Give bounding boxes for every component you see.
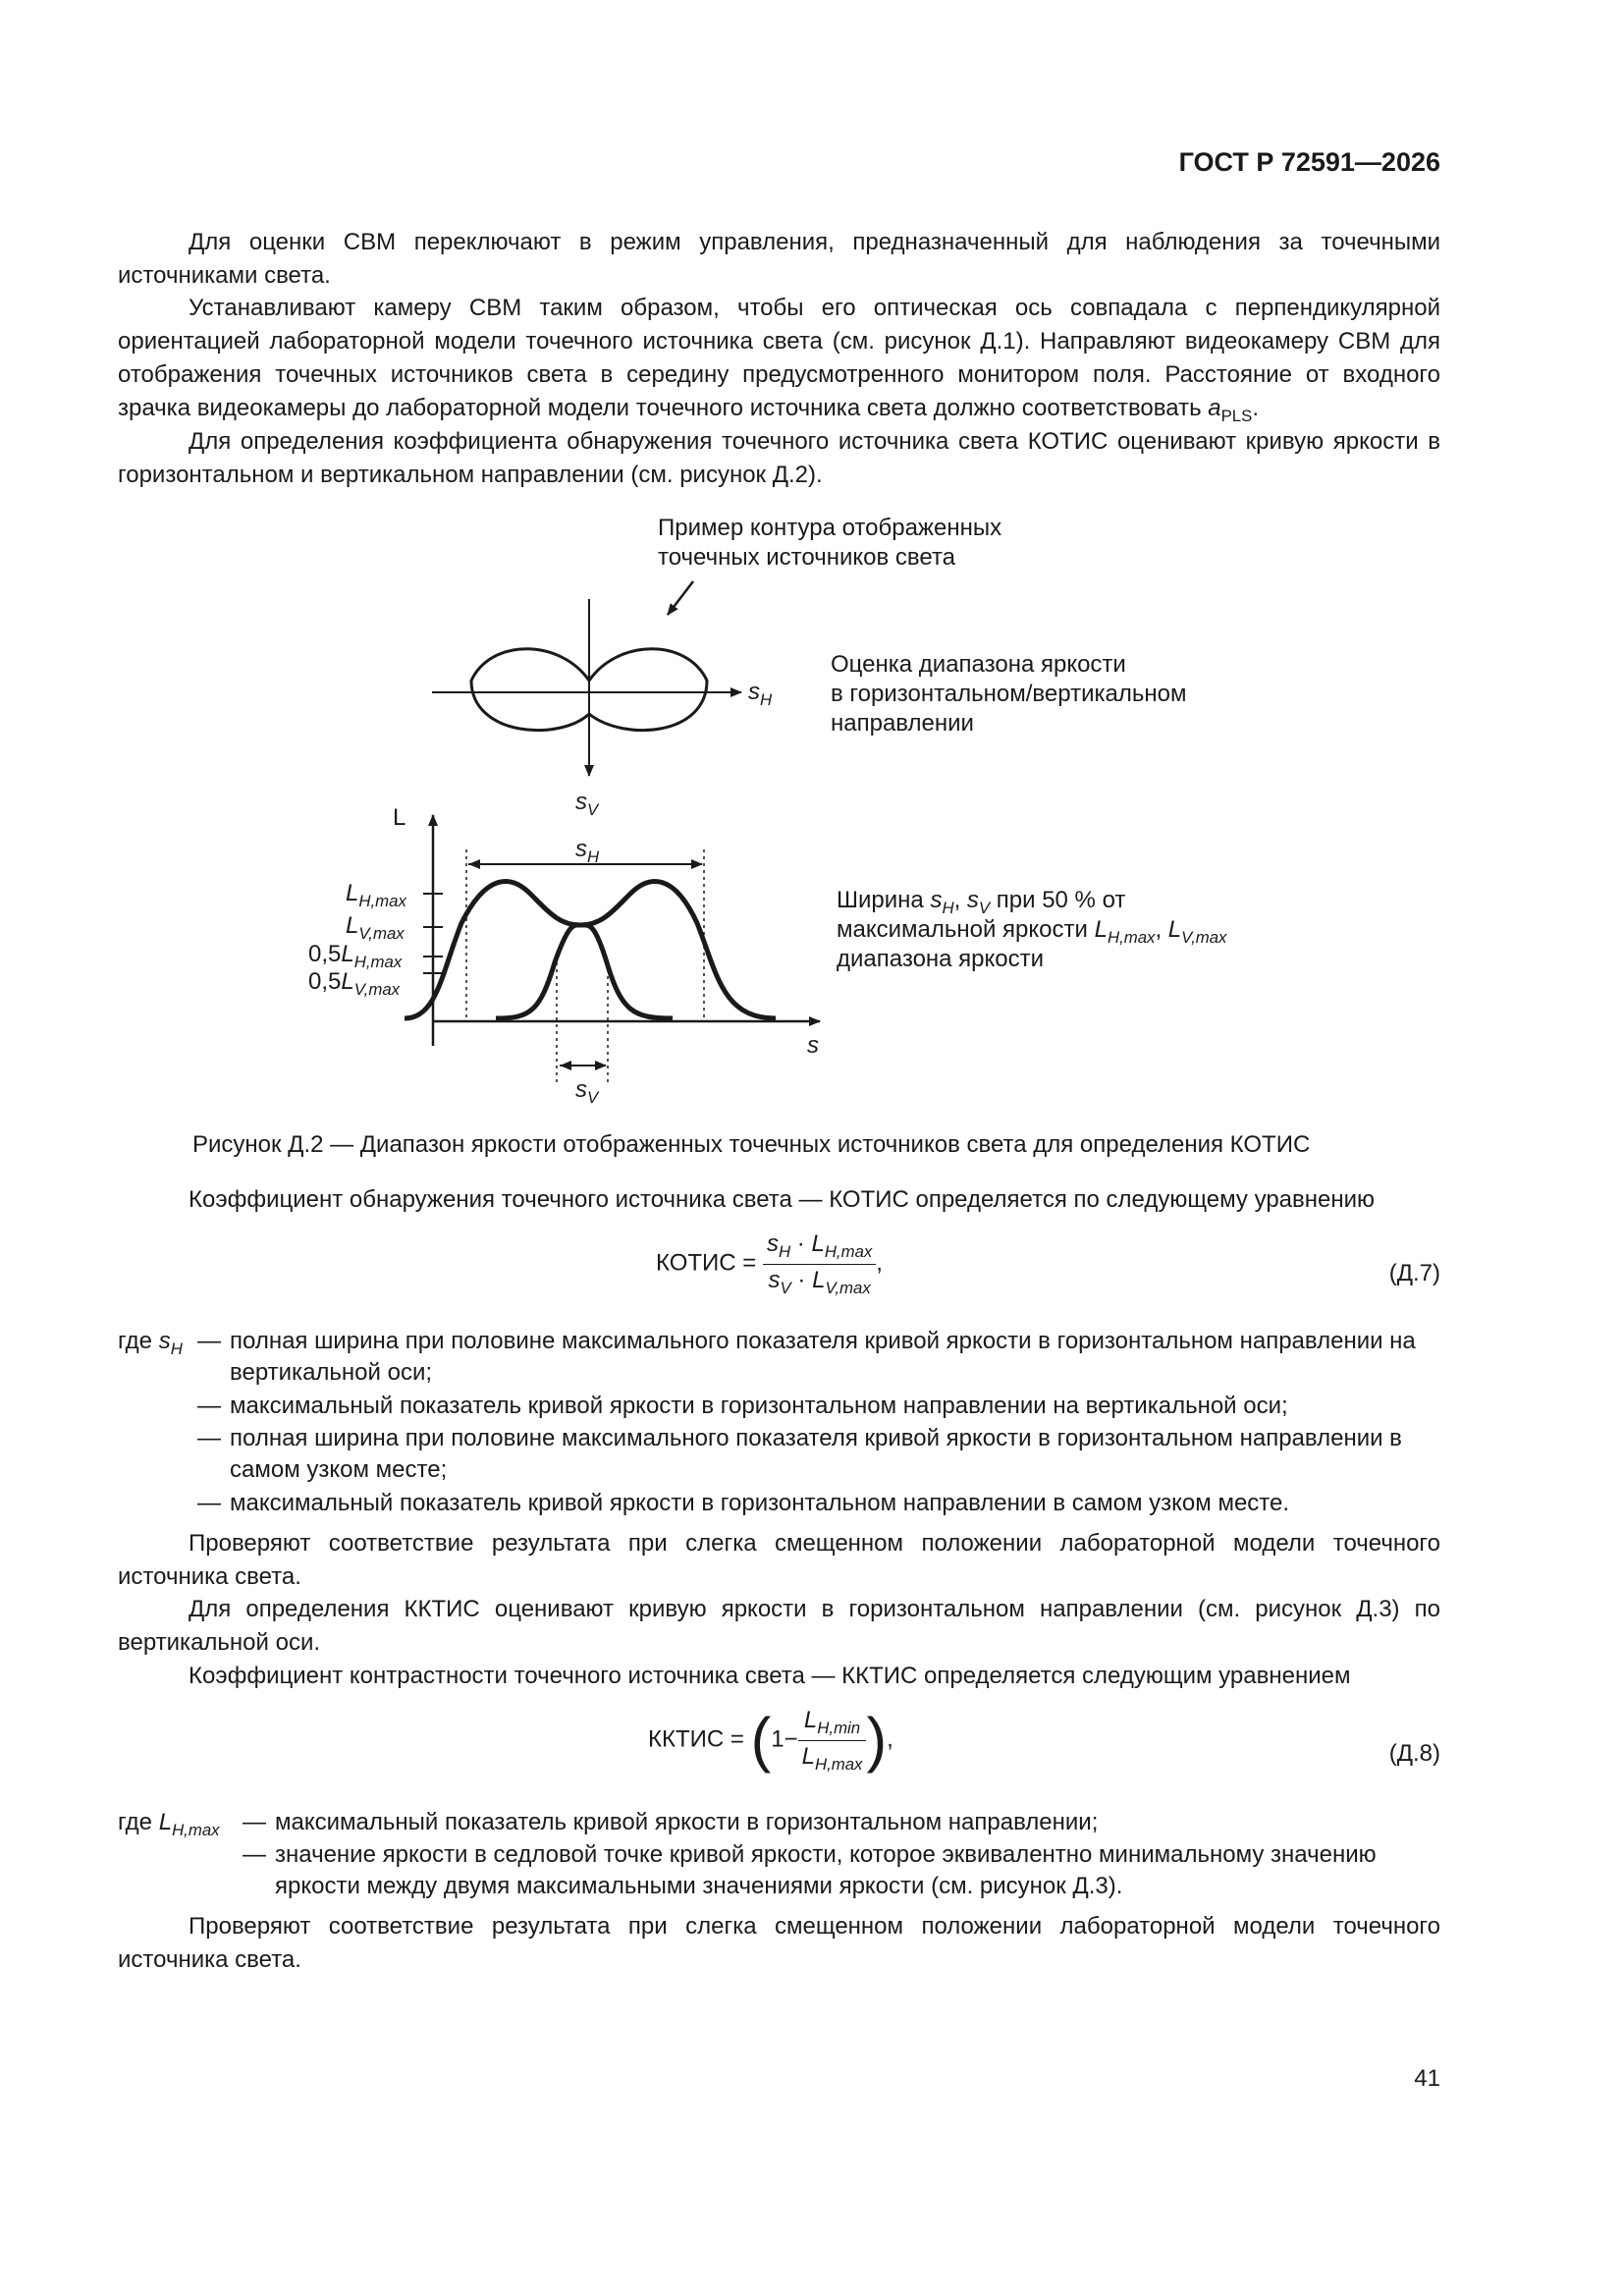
- tick-label-LHmax: $L_{H,max}$: [346, 880, 406, 910]
- label-width-line3: диапазона яркости: [837, 946, 1045, 972]
- paragraph-2: Устанавливают камеру СВМ таким образом, чтобы его оптическая ось совпадала с перпендикулярной ориентацией лабораторной модели точечного источника света (см. рисунок Д.1). Направляют видеокамеру СВМ для отображения точечных источников света в середину предусмотренного монитором поля. Расстояние от входного зрачка видеокамеры до лабораторной модели точечного источника света должно соответствовать $a_{PLS}$.: [118, 295, 1440, 425]
- paragraph-7: Коэффициент контрастности точечного источника света — ККТИС определяется следующим уравнением: [189, 1663, 1351, 1689]
- label-contour-line1: Пример контура отображенных: [658, 515, 1002, 541]
- figure-d2: [295, 501, 1276, 1120]
- label-range-line1: Оценка диапазона яркости: [831, 651, 1126, 678]
- def-text-sH: полная ширина при половине максимального показателя кривой яркости в горизонтальном направлении на вертикальной оси;: [230, 1328, 1416, 1386]
- figure-caption: Рисунок Д.2 — Диапазон яркости отображенных точечных источников света для определения КОТИС: [192, 1131, 1311, 1158]
- contour-sh-label: $s_H$: [748, 679, 773, 709]
- def-text-LHmin: значение яркости в седловой точке кривой яркости, которое эквивалентно минимальному значению яркости между двумя максимальными значениями яркости (см. рисунок Д.3).: [275, 1841, 1377, 1899]
- def-term-sH: где $s_H$: [118, 1328, 183, 1358]
- curve-vertical: [496, 925, 673, 1018]
- def-text-sV: полная ширина при половине максимального показателя кривой яркости в горизонтальном направлении в самом узком месте;: [230, 1425, 1402, 1483]
- graph-sv-label: $s_V$: [575, 1076, 599, 1107]
- tick-label-half-LHmax: $0,5L_{H,max}$: [308, 941, 403, 971]
- label-range-line3: направлении: [831, 710, 974, 737]
- document-page: ГОСТ Р 72591—2026 Для оценки СВМ переключают в режим управления, предназначенный для наблюдения за точечными источниками света. Устанавливают камеру СВМ таким образом, чтобы его оптическая ось совпадала с перпендикулярной ориентацией лабораторной модели точечного источника света (см. рисунок Д.1). Направляют видеокамеру СВМ для отображения точечных источников света в середину предусмотренного монитором поля. Расстояние от входного зрачка видеокамеры до лабораторной модели точечного источника света должно соответствовать $a_{PLS}$. Для определения коэффициента обнаружения точечного источника света КОТИС оценивают кривую яркости в горизонтальном и вертикальном направлении (см. рисунок Д.2). Пример контура отображенных точечных источников света Оценка диапазона яркости в горизонтальном/вертикальном направлении $s_H$ $s_V$ L s $s_H$ $s_V$ $L_{H,max}$ $L_{V,max}$ $0,5L_{H,max}$ $0,5L_{V,max}$ Ширина $s_H$, $s_V$ при 50 % от максимальной яркости $L_{H,max}$, $L_{V,max}$ диапазона яркости Рисунок Д.2 — Диапазон яркости отображенных точечных источников света для определения КОТИС Коэффициент обнаружения точечного источника света — КОТИС определяется по следующему уравнению КОТИС = $\frac{s_H \cdot L_{H,max}}{s_V \cdot L_{V,max}}$ , (Д.7) где $s_H$ — полная ширина при половине максимального показателя кривой яркости в горизонтальном направлении на вертикальной оси; — максимальный показатель кривой яркости в горизонтальном направлении на вертикальной оси; — полная ширина при половине максимального показателя кривой яркости в горизонтальном направлении в самом узком месте; — максимальный показатель кривой яркости в горизонтальном направлении в самом узком месте. Проверяют соответствие результата при слегка смещенном положении лабораторной модели точечного источника света. Для определения ККТИС оценивают кривую яркости в горизонтальном направлении (см. рисунок Д.3) по вертикальной оси. Коэффициент контрастности точечного источника света — ККТИС определяется следующим уравнением ККТИС = (1− $\frac{L_{H,min}}{L_{H,max}}$ ), (Д.8) где $L_{H,max}$ — максимальный показатель кривой яркости в горизонтальном направлении; — значение яркости в седловой точке кривой яркости, которое эквивалентно минимальному значению яркости между двумя максимальными значениями яркости (см. рисунок Д.3). Проверяют соответствие результата при слегка смещенном положении лабораторной модели точечного источника света. 41: [118, 147, 1440, 2092]
- equation-d8-number: (Д.8): [1388, 1740, 1440, 1767]
- equation-d7-number: (Д.7): [1388, 1260, 1440, 1286]
- axis-L-label: L: [393, 804, 406, 831]
- contour-sv-label: $s_V$: [575, 789, 599, 819]
- axis-s-label: s: [807, 1032, 819, 1059]
- page-number: 41: [1414, 2065, 1440, 2092]
- paragraph-5: Проверяют соответствие результата при слегка смещенном положении лабораторной модели точечного источника света.: [118, 1530, 1440, 1590]
- pointer-arrow: [668, 581, 693, 615]
- def-text-LHmax-d8: максимальный показатель кривой яркости в горизонтальном направлении;: [275, 1809, 1099, 1835]
- label-range-line2: в горизонтальном/вертикальном: [831, 681, 1187, 707]
- def-term-LHmax-d8: где $L_{H,max}$: [118, 1809, 220, 1839]
- equation-d8: ККТИС = (1− $\frac{L_{H,min}}{L_{H,max}}$ ),: [648, 1706, 893, 1775]
- tick-label-half-LVmax: $0,5L_{V,max}$: [308, 968, 401, 999]
- equation-d7: КОТИС = $\frac{s_H \cdot L_{H,max}}{s_V \cdot L_{V,max}}$ ,: [656, 1230, 883, 1297]
- def-text-LVmax: максимальный показатель кривой яркости в горизонтальном направлении в самом узком месте.: [230, 1490, 1290, 1516]
- figure-drawing: [295, 501, 1276, 1120]
- paragraph-4: Коэффициент обнаружения точечного источника света — КОТИС определяется по следующему уравнению: [189, 1186, 1376, 1213]
- label-width-line2: максимальной яркости $L_{H,max}$, $L_{V,max}$: [837, 916, 1227, 947]
- paragraph-8: Проверяют соответствие результата при слегка смещенном положении лабораторной модели точечного источника света.: [118, 1913, 1440, 1973]
- tick-label-LVmax: $L_{V,max}$: [346, 912, 405, 943]
- paragraph-1: Для оценки СВМ переключают в режим управления, предназначенный для наблюдения за точечными источниками света.: [118, 229, 1440, 289]
- paragraph-6: Для определения ККТИС оценивают кривую яркости в горизонтальном направлении (см. рисунок Д.3) по вертикальной оси.: [118, 1596, 1440, 1656]
- paragraph-3: Для определения коэффициента обнаружения точечного источника света КОТИС оценивают кривую яркости в горизонтальном и вертикальном направлении (см. рисунок Д.2).: [118, 428, 1440, 488]
- def-text-LHmax: максимальный показатель кривой яркости в горизонтальном направлении на вертикальной оси;: [230, 1393, 1288, 1419]
- graph-sh-label: $s_H$: [575, 836, 600, 866]
- label-contour-line2: точечных источников света: [658, 544, 956, 571]
- label-width-line1: Ширина $s_H$, $s_V$ при 50 % от: [837, 887, 1126, 917]
- standard-id: ГОСТ Р 72591—2026: [1178, 147, 1440, 177]
- curve-horizontal: [405, 882, 776, 1018]
